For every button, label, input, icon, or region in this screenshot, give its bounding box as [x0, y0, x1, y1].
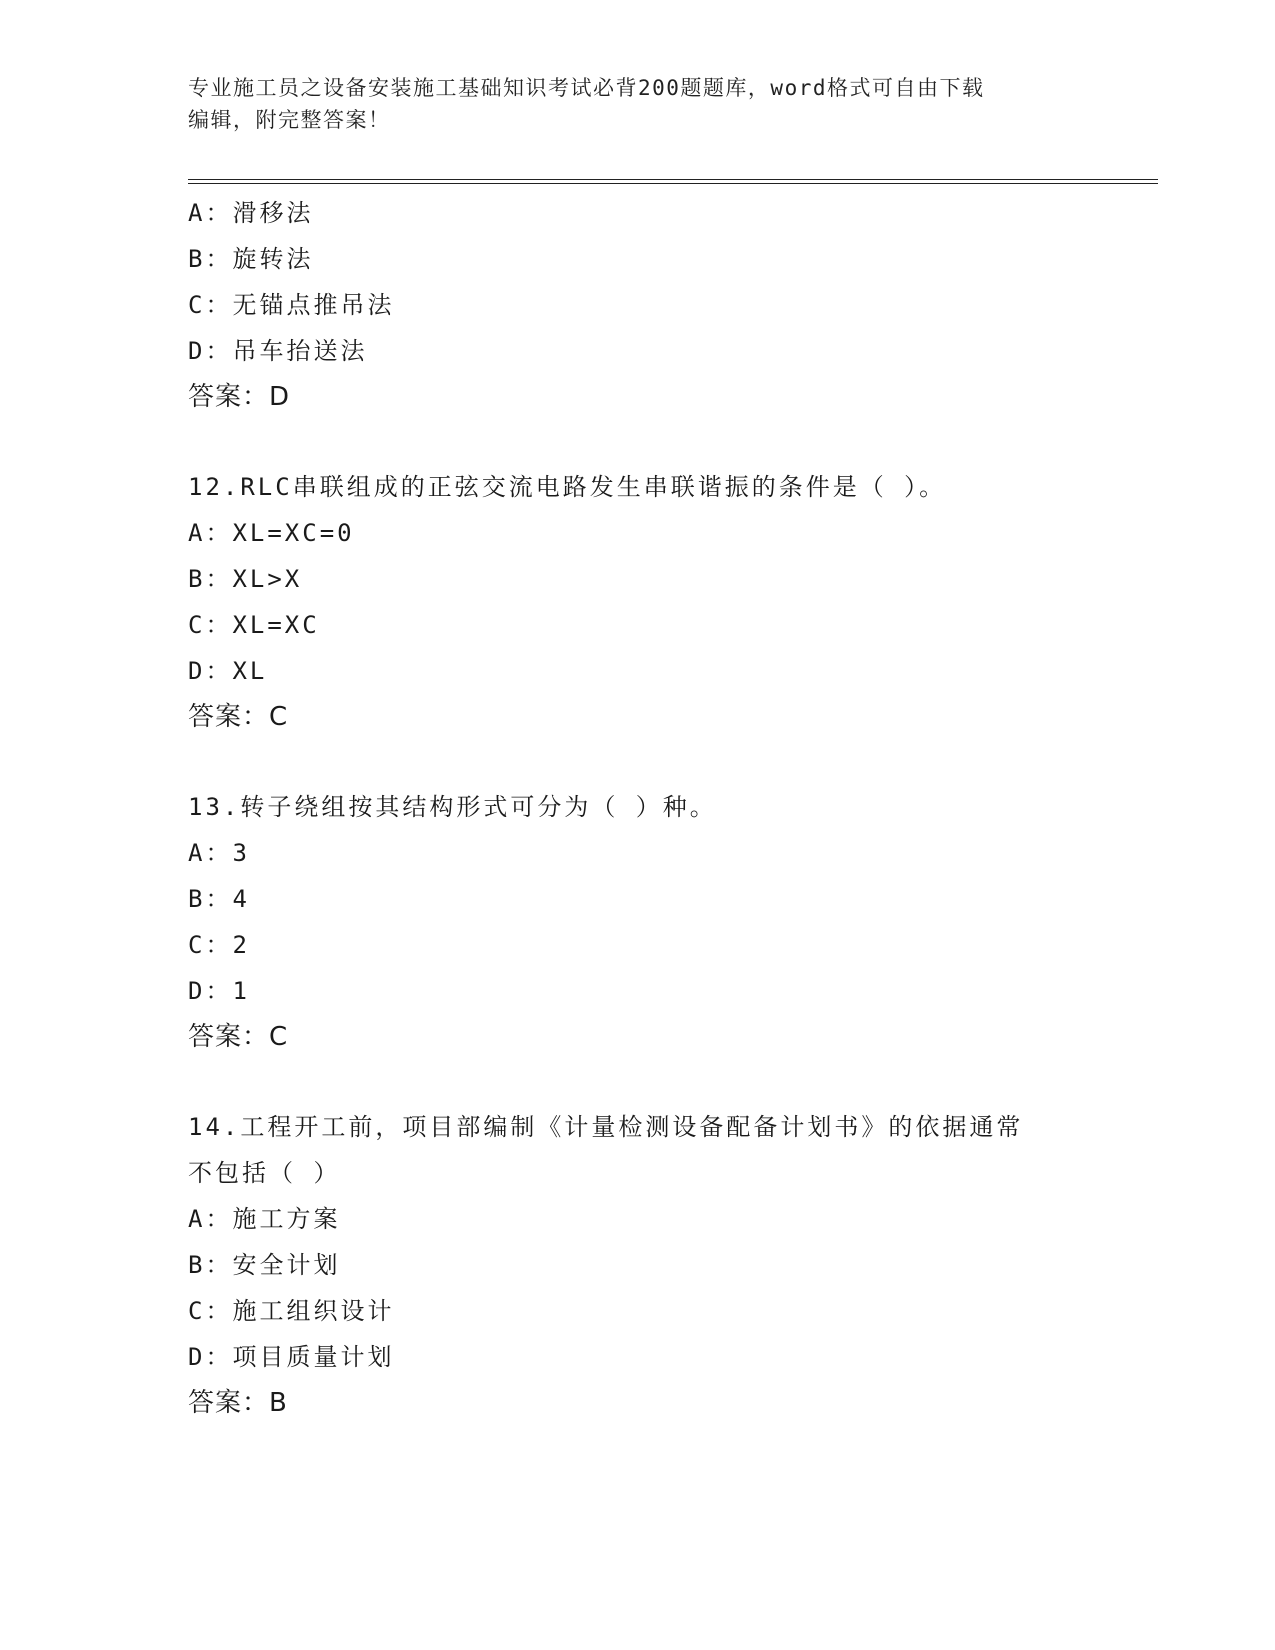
- option-label: B：: [188, 245, 233, 273]
- question-list: [188, 190, 1148, 1426]
- option-text: 无锚点推吊法: [232, 291, 395, 319]
- option-label: D：: [188, 657, 233, 685]
- option-label: C：: [188, 1297, 233, 1325]
- option-label: B：: [188, 885, 233, 913]
- option-label: A：: [188, 839, 233, 867]
- option-label: D：: [188, 337, 233, 365]
- option-b: [188, 1242, 1148, 1288]
- option-d: [188, 968, 1148, 1014]
- option-text: 施工组织设计: [232, 1297, 395, 1325]
- option-a: [188, 510, 1148, 556]
- option-label: D：: [188, 1343, 233, 1371]
- option-c: [188, 1288, 1148, 1334]
- answer-line: 答案：C: [188, 1022, 289, 1052]
- question-block: [188, 190, 1148, 420]
- option-text: 吊车抬送法: [232, 337, 368, 365]
- document-header: [188, 72, 1078, 136]
- header-line-1: 专业施工员之设备安装施工基础知识考试必背200题题库，word格式可自由下载: [188, 76, 985, 100]
- question-text: 12.RLC串联组成的正弦交流电路发生串联谐振的条件是（ ）。: [188, 473, 947, 501]
- option-text: 2: [232, 931, 250, 959]
- question-text-line-1: 14.工程开工前，项目部编制《计量检测设备配备计划书》的依据通常: [188, 1113, 1024, 1141]
- option-text: 旋转法: [232, 245, 314, 273]
- question-block: [188, 784, 1148, 1060]
- option-text: XL>X: [232, 565, 303, 593]
- option-label: A：: [188, 1205, 233, 1233]
- option-text: 1: [232, 977, 250, 1005]
- option-label: D：: [188, 977, 233, 1005]
- option-text: 施工方案: [232, 1205, 341, 1233]
- option-d: [188, 648, 1148, 694]
- block-spacer: [188, 1060, 1148, 1104]
- option-text: 滑移法: [232, 199, 314, 227]
- answer-line: 答案：B: [188, 1388, 288, 1418]
- question-text-line-2: 不包括（ ）: [188, 1159, 341, 1187]
- header-divider-top: [188, 179, 1158, 180]
- option-c: [188, 922, 1148, 968]
- option-b: [188, 876, 1148, 922]
- block-spacer: [188, 420, 1148, 464]
- option-text: 3: [232, 839, 250, 867]
- question-block: [188, 1104, 1148, 1426]
- option-d: [188, 1334, 1148, 1380]
- option-c: [188, 282, 1148, 328]
- answer-line: 答案：D: [188, 382, 291, 412]
- option-a: [188, 1196, 1148, 1242]
- answer-line: 答案：C: [188, 702, 289, 732]
- question-text: 13.转子绕组按其结构形式可分为（ ）种。: [188, 793, 717, 821]
- option-text: XL=XC=0: [232, 519, 355, 547]
- header-line-2: 编辑，附完整答案！: [188, 108, 391, 132]
- header-divider-bottom: [188, 183, 1158, 184]
- option-label: C：: [188, 291, 233, 319]
- option-a: [188, 830, 1148, 876]
- option-text: XL: [232, 657, 268, 685]
- block-spacer: [188, 740, 1148, 784]
- option-b: [188, 236, 1148, 282]
- option-d: [188, 328, 1148, 374]
- option-label: A：: [188, 519, 233, 547]
- option-label: C：: [188, 931, 233, 959]
- option-label: B：: [188, 1251, 233, 1279]
- option-text: XL=XC: [232, 611, 320, 639]
- option-label: C：: [188, 611, 233, 639]
- option-text: 项目质量计划: [232, 1343, 395, 1371]
- option-label: B：: [188, 565, 233, 593]
- option-label: A：: [188, 199, 233, 227]
- option-text: 4: [232, 885, 250, 913]
- option-c: [188, 602, 1148, 648]
- option-b: [188, 556, 1148, 602]
- question-block: [188, 464, 1148, 740]
- option-text: 安全计划: [232, 1251, 341, 1279]
- option-a: [188, 190, 1148, 236]
